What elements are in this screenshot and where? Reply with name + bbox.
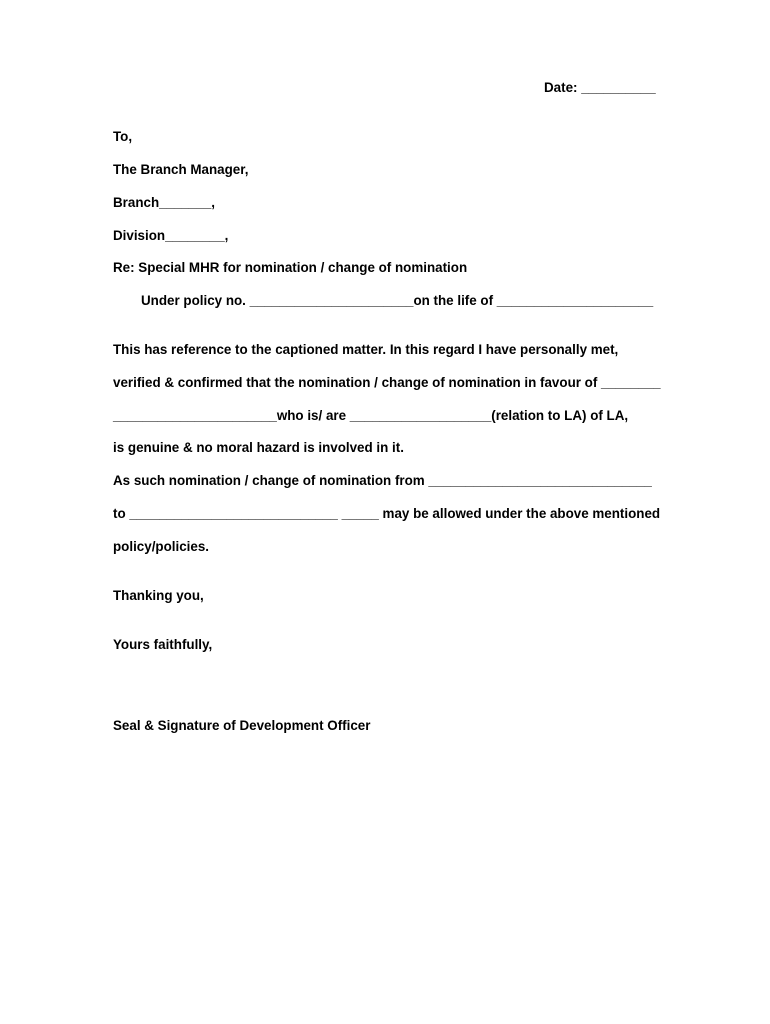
signature-line: Seal & Signature of Development Officer xyxy=(113,718,371,733)
policy-line: Under policy no. ______________________on the life of _____________________ xyxy=(141,293,654,308)
branch-line: Branch_______, xyxy=(113,195,215,210)
thanks-line: Thanking you, xyxy=(113,588,204,603)
closing-line: Yours faithfully, xyxy=(113,637,213,652)
recipient-line: The Branch Manager, xyxy=(113,162,249,177)
body-line: policy/policies. xyxy=(113,539,209,554)
body-line: to ____________________________ _____ may be allowed under the above mentioned xyxy=(113,506,661,521)
body-line: This has reference to the captioned matter. In this regard I have personally met, xyxy=(113,342,619,357)
division-line: Division________, xyxy=(113,228,229,243)
salutation-to: To, xyxy=(113,129,133,144)
body-line: As such nomination / change of nomination from ______________________________ xyxy=(113,473,652,488)
body-line: is genuine & no moral hazard is involved in it. xyxy=(113,440,404,455)
subject-line: Re: Special MHR for nomination / change of nomination xyxy=(113,260,468,275)
body-line: ______________________who is/ are ___________________(relation to LA) of LA, xyxy=(113,408,629,423)
date-line: Date: __________ xyxy=(544,80,656,95)
body-line: verified & confirmed that the nomination / change of nomination in favour of ________ xyxy=(113,375,661,390)
